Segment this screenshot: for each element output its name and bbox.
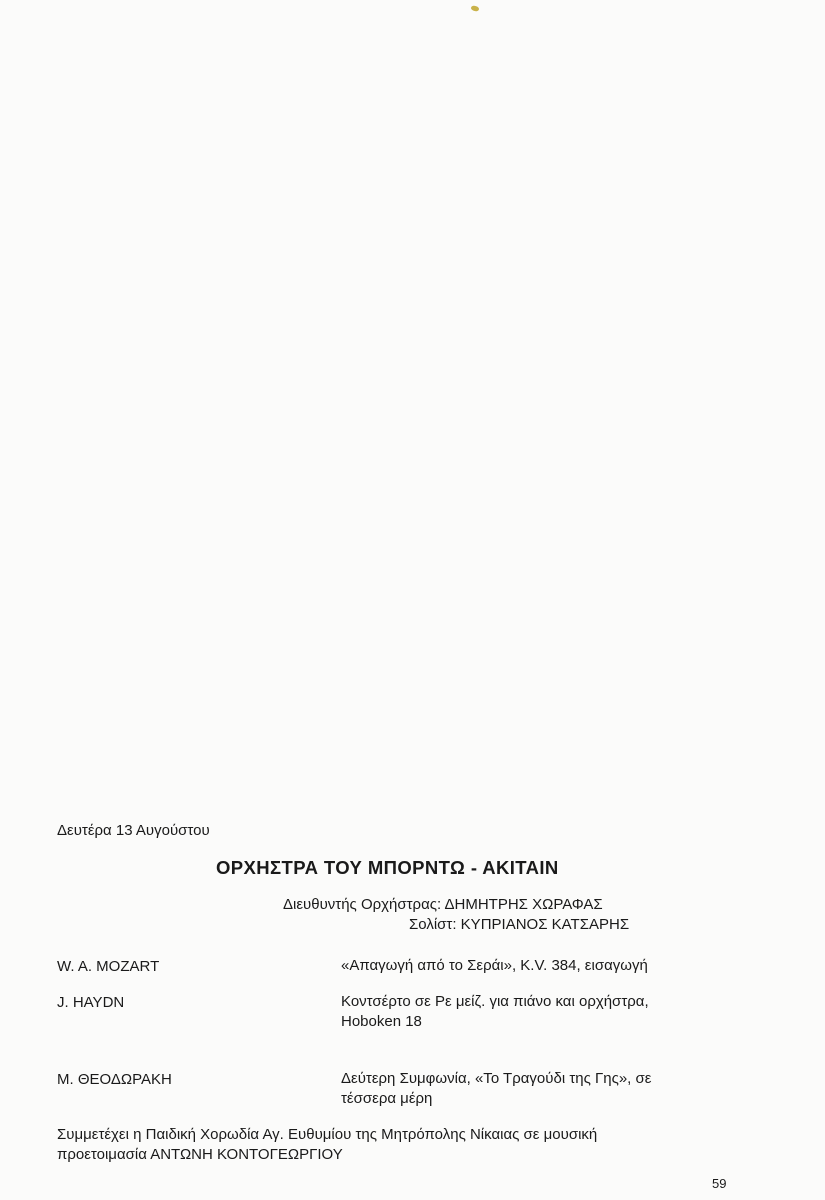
work-line: τέσσερα μέρη: [341, 1090, 433, 1107]
work-line: «Απαγωγή από το Σεράι», K.V. 384, εισαγωγή: [341, 957, 648, 974]
program-work: [341, 956, 648, 976]
page-number: 59: [712, 1176, 727, 1191]
program-work: [341, 992, 649, 1032]
program-composer: Μ. ΘΕΟΔΩΡΑΚΗ: [57, 1071, 172, 1088]
page-title: ΟΡΧΗΣΤΡΑ ΤΟΥ ΜΠΟΡΝΤΩ - ΑΚΙΤΑΙΝ: [216, 857, 559, 878]
program-composer: W. A. MOZART: [57, 958, 160, 975]
concert-date: Δευτέρα 13 Αυγούστου: [57, 822, 210, 839]
participation-note: [57, 1125, 597, 1165]
note-line: Συμμετέχει η Παιδική Χορωδία Αγ. Ευθυμίου της Μητρόπολης Νίκαιας σε μουσική: [57, 1126, 598, 1143]
program-composer: J. HAYDN: [57, 994, 125, 1011]
work-line: Κοντσέρτο σε Ρε μείζ. για πιάνο και ορχήστρα,: [341, 993, 649, 1010]
ink-speck: [470, 5, 479, 12]
work-line: Δεύτερη Συμφωνία, «Το Τραγούδι της Γης», σε: [341, 1070, 652, 1087]
program-work: [341, 1069, 651, 1109]
conductor-credit: Διευθυντής Ορχήστρας: ΔΗΜΗΤΡΗΣ ΧΩΡΑΦΑΣ: [283, 896, 603, 913]
work-line: Hoboken 18: [341, 1013, 422, 1030]
note-line: προετοιμασία ΑΝΤΩΝΗ ΚΟΝΤΟΓΕΩΡΓΙΟΥ: [57, 1146, 343, 1163]
soloist-credit: Σολίστ: ΚΥΠΡΙΑΝΟΣ ΚΑΤΣΑΡΗΣ: [409, 916, 630, 933]
